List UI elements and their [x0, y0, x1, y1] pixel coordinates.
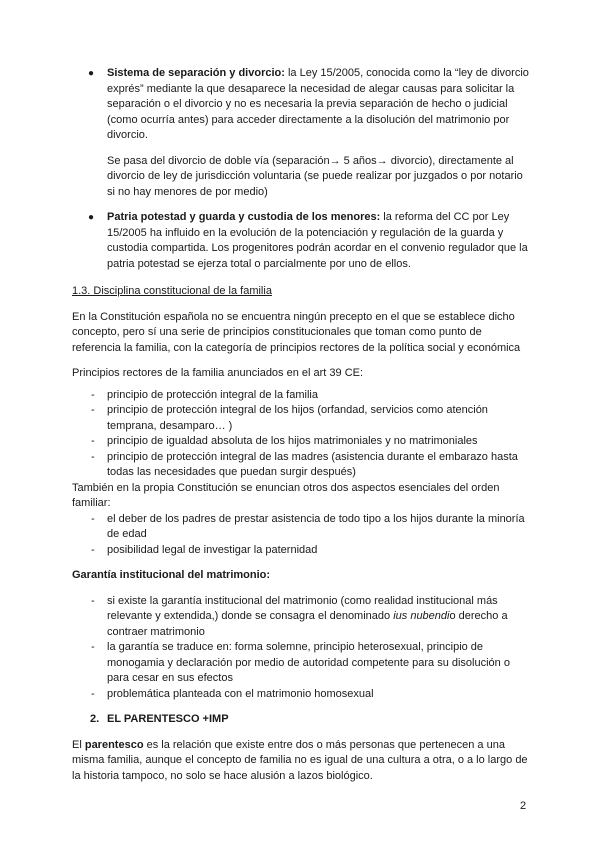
list-item: - la garantía se traduce en: forma solemne, principio heterosexual, principio de monogamia y declaración por medio de autoridad competente para su disolución o para cesar en sus efectos	[91, 641, 510, 684]
paragraph: En la Constitución española no se encuentra ningún precepto en el que se establece dicho concepto, pero sí una serie de principios constitucionales que toman como punto de referencia la familia, con la categoría de principios rectores de la política social y económica	[72, 310, 521, 354]
list-item: - si existe la garantía institucional del matrimonio (como realidad institucional más relevante y extendida,) donde se consagra el denominado ius nubendio derecho a contraer matrimonio	[91, 594, 508, 638]
dash-icon: -	[91, 435, 95, 447]
bullet-paragraph	[107, 66, 532, 144]
aspectos-list	[72, 512, 532, 559]
bullet-item	[72, 66, 532, 144]
list-item: - el deber de los padres de prestar asistencia de todo tipo a los hijos durante la minoría de edad	[91, 512, 525, 540]
list-item: - principio de protección integral de los hijos (orfandad, servicios como atención temprana, desamparo… )	[91, 404, 488, 432]
bullet-paragraph	[107, 210, 532, 272]
dash-icon: -	[91, 512, 95, 525]
paragraph: El parentesco es la relación que existe entre dos o más personas que pertenecen a una misma familia, aunque el concepto de familia no es igual de una cultura a otra, o a lo largo de la historia tampoco, no solo se hace alusión a lazos biológico.	[72, 738, 528, 782]
paragraph: También en la propia Constitución se enuncian otros dos aspectos esenciales del orden familiar:	[72, 481, 500, 509]
list-item: - principio de protección integral de las madres (asistencia durante el embarazo hasta todas las necesidades que puedan surgir después)	[91, 450, 518, 478]
list-item: - posibilidad legal de investigar la paternidad	[72, 543, 532, 559]
section-number: 2.	[90, 713, 100, 725]
dash-icon: -	[91, 641, 95, 653]
section-heading: 1.3. Disciplina constitucional de la familia	[72, 285, 272, 297]
list-item: - principio de igualdad absoluta de los hijos matrimoniales y no matrimoniales	[72, 434, 532, 450]
dash-icon: -	[91, 388, 95, 401]
page-number: 2	[520, 800, 527, 812]
dash-icon: -	[91, 594, 95, 607]
bullet-title: Patria potestad y guarda y custodia de los menores:	[107, 211, 381, 223]
dash-icon: -	[91, 543, 95, 556]
dash-icon: -	[91, 687, 95, 700]
garantia-list	[72, 594, 532, 703]
document-page	[72, 66, 532, 784]
term-parentesco: parentesco	[84, 738, 144, 751]
bullet-text: la reforma del CC por Ley 15/2005 ha influido en la evolución de la potenciación y regulación de la guarda y custodia compartida. Los progenitores podrán acordar en el convenio regulador que la patria potestad se ejerza total o parcialmente por uno de ellos.	[107, 211, 528, 270]
latin-term: ius nubendi	[393, 610, 450, 622]
list-item: - problemática planteada con el matrimonio homosexual	[72, 687, 532, 703]
bullet-extra-paragraph: Se pasa del divorcio de doble vía (separación→ 5 años→ divorcio), directamente al divorcio de ley de jurisdicción voluntaria (se puede realizar por juzgados o por notario si no hay menores de por medio)	[107, 154, 523, 198]
paragraph: Principios rectores de la familia anunciados en el art 39 CE:	[72, 367, 364, 379]
bullet-dot-icon: ●	[88, 68, 95, 79]
bullet-text: la Ley 15/2005, conocida como la “ley de divorcio exprés” mediante la que desaparece la necesidad de alegar causas para solicitar la separación o el divorcio y no es necesaria la previa separación de hecho o judicial (como ocurría antes) para acceder directamente a la disolución del matrimonio por divorcio.	[107, 67, 529, 141]
dash-icon: -	[91, 404, 95, 416]
bullet-title: Sistema de separación y divorcio:	[107, 67, 285, 79]
list-item: - principio de protección integral de la familia	[72, 388, 532, 404]
section-2-heading	[72, 712, 532, 728]
bullet-item	[72, 210, 532, 272]
garantia-heading: Garantía institucional del matrimonio:	[72, 569, 271, 581]
dash-icon: -	[91, 450, 95, 463]
section-title: EL PARENTESCO +IMP	[107, 713, 229, 725]
principios-list	[72, 388, 532, 481]
bullet-dot-icon: ●	[88, 212, 95, 223]
